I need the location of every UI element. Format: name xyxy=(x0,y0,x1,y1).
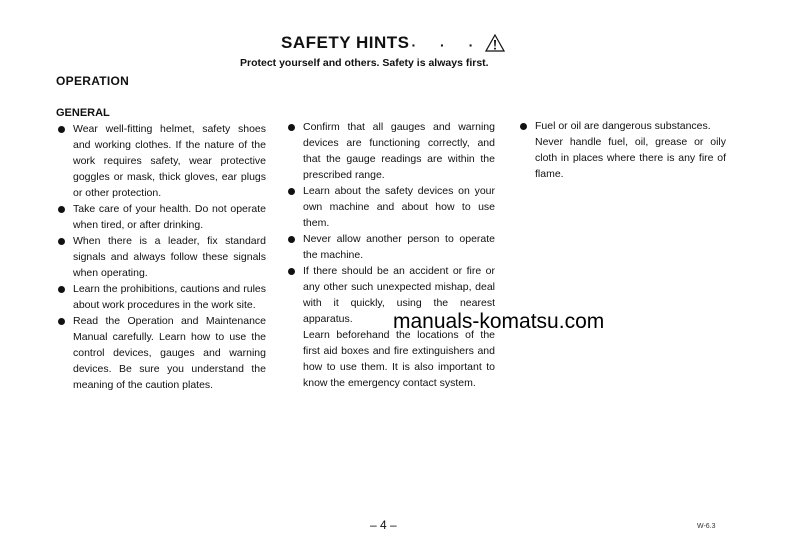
text-column-1 xyxy=(56,121,266,393)
document-code: W-6.3 xyxy=(697,523,716,530)
bullet-icon xyxy=(288,124,295,131)
bullet-icon xyxy=(58,318,65,325)
paragraph: Learn beforehand the locations of the first aid boxes and fire extinguishers and how to use them. It is also important to know the emergency contact system. xyxy=(303,329,495,389)
bullet-icon xyxy=(288,236,295,243)
title-dots: · · · xyxy=(411,37,484,53)
list-item: Learn the prohibitions, cautions and rules about work procedures in the work site. xyxy=(56,281,266,313)
bullet-icon xyxy=(288,188,295,195)
bullet-icon xyxy=(58,238,65,245)
title-text: SAFETY HINTS xyxy=(281,33,410,52)
list-item: Fuel or oil are dangerous substances. xyxy=(518,118,726,134)
paragraph: Never handle fuel, oil, grease or oily cloth in places where there is any fire of flame. xyxy=(535,136,726,180)
page-title xyxy=(281,33,505,53)
list-item: Learn about the safety devices on your own machine and about how to use them. xyxy=(286,183,495,231)
list-item: Read the Operation and Maintenance Manual carefully. Learn how to use the control devices, gauges and warning devices. Be sure you understand the meaning of the caution plates. xyxy=(56,313,266,393)
list-item: Never allow another person to operate the machine. xyxy=(286,231,495,263)
list-item: Confirm that all gauges and warning devices are functioning correctly, and that the gauge readings are within the prescribed range. xyxy=(286,119,495,183)
list-item: When there is a leader, fix standard signals and always follow these signals when operating. xyxy=(56,233,266,281)
list-item: Wear well-fitting helmet, safety shoes and working clothes. If the nature of the work requires safety, wear protective goggles or mask, thick gloves, ear plugs or other protection. xyxy=(56,121,266,201)
list-item: Take care of your health. Do not operate when tired, or after drinking. xyxy=(56,201,266,233)
subtitle: Protect yourself and others. Safety is always first. xyxy=(240,57,489,69)
section-heading: OPERATION xyxy=(56,74,130,88)
text-column-2 xyxy=(286,119,495,391)
bullet-icon xyxy=(288,268,295,275)
list-item: If there should be an accident or fire or any other such unexpected mishap, deal with it quickly, using the nearest apparatus. xyxy=(286,263,495,327)
bullet-icon xyxy=(58,206,65,213)
page-number: – 4 – xyxy=(370,518,397,532)
bullet-icon xyxy=(58,286,65,293)
text-column-3 xyxy=(518,118,726,182)
bullet-icon xyxy=(58,126,65,133)
watermark: manuals-komatsu.com xyxy=(393,310,605,333)
sub-heading: GENERAL xyxy=(56,107,110,119)
warning-triangle-icon xyxy=(485,34,505,52)
bullet-icon xyxy=(520,123,527,130)
